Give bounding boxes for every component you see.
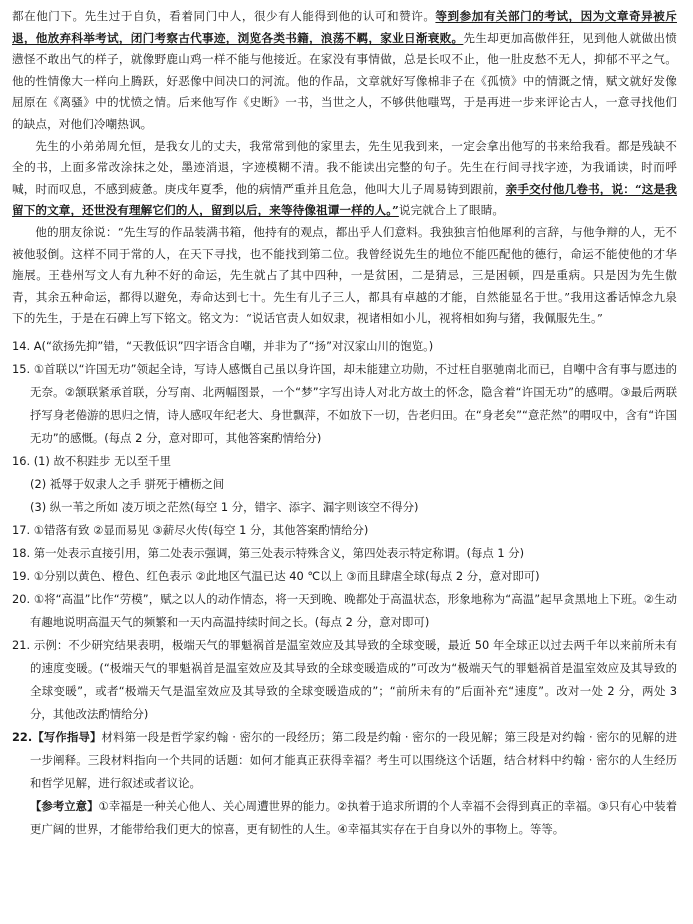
answer-20: 20. ①将“高温”比作“劳模”，赋之以人的动作情态，将一天到晚、晚都处于高温状态，形象地称为“高温”起早贪黑地上下班。②生动有趣地说明高温天气的频繁和一天内高温持续时间之长。(每点 2 分，意对即可) xyxy=(12,591,677,629)
essay-text: 先生的小弟弟周允恒，是我女儿的丈夫，我常常到他的家里去，先生见我到来，一定会拿出他写的书来给我看。都是残缺不全的书，上面多常改涂抹之处，墨迹消退，字迹模糊不清。我不能读出完整的句子。先生在行间寻找字迹，为我诵读，时而呼喊，时而叹息，不感到疲惫。庚戌年夏季，他的病情严重并且危急，他叫大儿子周易铸到跟前， xyxy=(12,138,677,196)
answer-16-2: (2) 祗辱于奴隶人之手 骈死于槽枥之间 xyxy=(30,476,225,491)
essay-text: 先生却更加高傲伴狂，见到他人就做出愤懑怪不敢出气的样子，就像野鹿山鸡一样不能与他接近。在家没有事情做，总是长叹不止，他一肚皮愁不无人，抑郁不平之气。他的性情像大一样向上腾跃，好恶像中间决口的河流。他的作品，文章就好写像棉非子在《孤愤》中的情溉之情，赋文就好发像屈原在《离骚》中的忧愤之情。后来他写作《史断》一书，当世之人，不够供他嗤骂，于是再进一步来评论古人，一意寻找他们的缺点，对他们冷嘲热讽。 xyxy=(12,30,677,131)
answer-17: 17. ①错落有致 ②显而易见 ③薪尽火传(每空 1 分，其他答案酌情给分) xyxy=(12,522,369,537)
underlined-sentence: 亲手交付他几卷书，说：“这是我留下的文章，还世没有理解它们的人，留到以后，来等待像祖谭一样的人。” xyxy=(12,181,677,218)
answer-14: 14. A(“欲扬先抑”错，“天教低识”四字语含自嘲，并非为了“扬”对汉家山川的饱览。) xyxy=(12,338,434,353)
reference-theme-text: ①幸福是一种关心他人、关心周遭世界的能力。②执着于追求所谓的个人幸福不会得到真正的幸福。③只有心中装着更广阔的世界，才能带给我们更大的惊喜，更有韧性的人生。④幸福其实存在于自身以外的事物上。等等。 xyxy=(30,798,677,836)
answer-16-1: 16. (1) 故不积跬步 无以至千里 xyxy=(12,453,172,468)
writing-guide-heading: 22.【写作指导】 xyxy=(12,729,102,744)
essay-paragraph-3: 他的朋友徐说：“先生写的作品装满书箱，他持有的观点，都出乎人们意料。我独独言怕他犀利的言辞，与他争辩的人，无不被他驳倒。这样不同于常的人，在天下寻找，也不能找到第二位。我曾经说先生的地位不能匹配他的德行，命运不能使他的才华施展。王巷州写文人有九种不好的命运，先生就占了其中四种，一是贫困，二是猜忌，三是困顿，四是重病。只是因为先生傲青，其余五种命运，都得以避免，寿命达到七十。先生有儿子三人，都具有卓越的才能，自然能显名于世。”我用这番话悼念九泉下的先生，于是在石碑上写下铭文。铭文为：“说话官责人如奴隶，视诸相如小儿，视将相如狗与猪，我佩服先生。” xyxy=(12,224,677,326)
essay-text: 都在他门下。先生过于自负，看着同门中人，很少有人能得到他的认可和赞许。 xyxy=(12,9,436,23)
answer-21: 21. 示例：不少研究结果表明，极端天气的罪魁祸首是温室效应及其导致的全球变暖，最近 50 年全球正以过去两千年以来前所未有的速度变暖。(“极端天气的罪魁祸首是温室效应及其导致的全球变暖造成的”可改为“极端天气的罪魁祸首是温室效应及其导致的全球变暖”，或者“极端天气是温室效应及其导致的全球变暖造成的”；“前所未有的”后面补充“速度”。改对一处 2 分，两处 3 分，其他改法酌情给分) xyxy=(12,637,677,721)
answer-15: 15. ①首联以“许国无功”领起全诗，写诗人感慨自己虽以身许国，却未能建立功勋，不过枉自驱驰南北而已，自嘲中含有事与愿违的无奈。②颔联紧承首联，分写南、北两幅图景，一个“梦”字写出诗人对北方故土的怀念，隐含着“许国无功”的感喟。③最后两联抒写身老倦游的思归之情，诗人感叹年纪老大、身世飘萍，不如放下一切，告老归田。在“身老矣”“意茫然”的喟叹中，含有“许国无功”的感慨。(每点 2 分，意对即可，其他答案酌情给分) xyxy=(12,361,677,445)
essay-paragraph-2 xyxy=(12,136,677,222)
answer-18: 18. 第一处表示直接引用，第二处表示强调，第三处表示特殊含义，第四处表示特定称谓。(每点 1 分) xyxy=(12,545,525,560)
answer-19: 19. ①分别以黄色、橙色、红色表示 ②此地区气温已达 40 ℃以上 ③而且肆虐全球(每点 2 分，意对即可) xyxy=(12,568,540,583)
essay-text: 说完就合上了眼睛。 xyxy=(398,203,505,218)
writing-guide-text: 材料第一段是哲学家约翰 · 密尔的一段经历；第二段是约翰 · 密尔的一段见解；第三段是对约翰 · 密尔的见解的进一步阐释。三段材料指向一个共同的话题：如何才能真正获得幸福？考生可以围绕这个话题，结合材料中约翰 · 密尔的人生经历和哲学见解，进行叙述或者议论。 xyxy=(30,729,678,790)
answer-16-3: (3) 纵一苇之所如 凌万顷之茫然(每空 1 分，错字、添字、漏字则该空不得分) xyxy=(30,499,419,514)
answer-22 xyxy=(12,726,677,795)
reference-theme xyxy=(12,795,677,841)
underlined-sentence: 等到参加有关部门的考试，因为文章奇异被斥退，他放弃科举考试，闭门考察古代事迹，浏览各类书籍，浪荡不羁，家业日渐衰败。 xyxy=(12,9,677,45)
reference-theme-heading: 【参考立意】 xyxy=(30,798,99,813)
essay-paragraph-1 xyxy=(12,6,677,136)
